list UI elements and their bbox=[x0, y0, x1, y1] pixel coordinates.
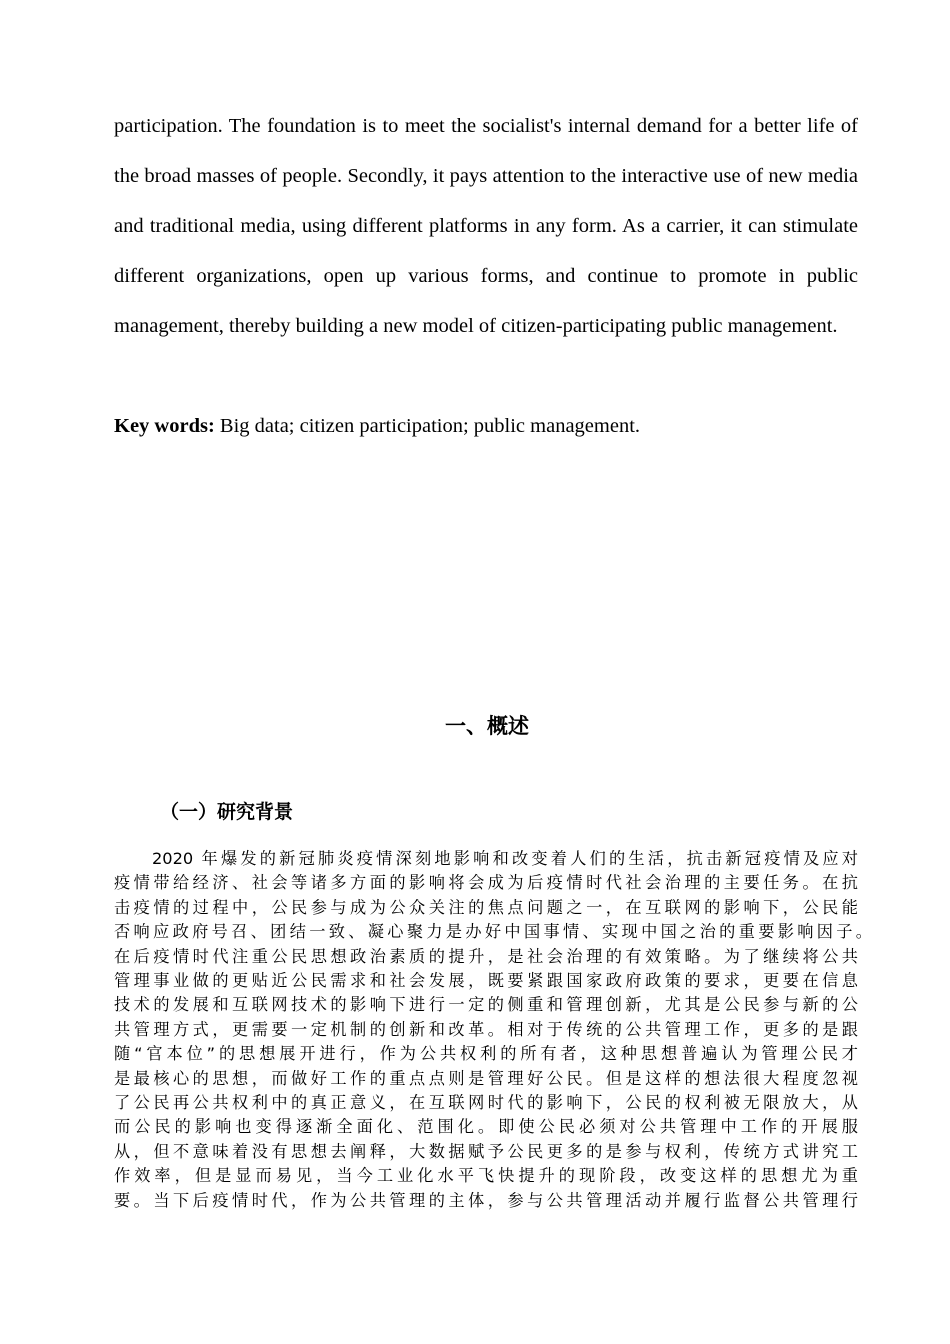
body-line: 是最核心的思想，而做好工作的重点点则是管理好公民。但是这样的想法很大程度忽视 bbox=[114, 1068, 858, 1088]
body-line: 击疫情的过程中，公民参与成为公众关注的焦点问题之一，在互联网的影响下，公民能 bbox=[114, 897, 858, 917]
body-line: 共管理方式，更需要一定机制的创新和改革。相对于传统的公共管理工作，更多的是跟 bbox=[114, 1019, 858, 1039]
keywords-line bbox=[114, 401, 858, 451]
body-line: 在后疫情时代注重公民思想政治素质的提升，是社会治理的有效策略。为了继续将公共 bbox=[114, 946, 858, 966]
body-line: 了公民再公共权利中的真正意义，在互联网时代的影响下，公民的权利被无限放大，从 bbox=[114, 1093, 858, 1113]
body-line: 否响应政府号召、团结一致、凝心聚力是办好中国事情、实现中国之治的重要影响因子。 bbox=[114, 922, 872, 942]
body-line: 管理事业做的更贴近公民需求和社会发展，既要紧跟国家政府政策的要求，更要在信息 bbox=[114, 971, 858, 991]
keywords-value: Big data; citizen participation; public management. bbox=[214, 415, 641, 437]
abstract-paragraph: participation. The foundation is to meet the socialist's internal demand for a better life of the broad masses of people. Secondly, it pays attention to the interactive use of new media and traditional media, using different platforms in any form. As a carrier, it can stimulate different organizations, open up various forms, and continue to promote in public management, thereby building a new model of citizen-participating public management. bbox=[114, 115, 858, 337]
body-line: 而公民的影响也变得逐渐全面化、范围化。即使公民必须对公共管理中工作的开展服 bbox=[114, 1117, 858, 1137]
body-line: 疫情带给经济、社会等诸多方面的影响将会成为后疫情时代社会治理的主要任务。在抗 bbox=[114, 873, 858, 893]
body-line: 技术的发展和互联网技术的影响下进行一定的侧重和管理创新，尤其是公民参与新的公 bbox=[114, 995, 858, 1015]
body-line: 2020 年爆发的新冠肺炎疫情深刻地影响和改变着人们的生活，抗击新冠疫情及应对 bbox=[152, 849, 858, 868]
body-line: 从，但不意味着没有思想去阐释，大数据赋予公民更多的是参与权利，传统方式讲究工 bbox=[114, 1141, 858, 1161]
section-heading: 一、概述 bbox=[445, 714, 529, 738]
body-line: 作效率，但是显而易见，当今工业化水平飞快提升的现阶段，改变这样的思想尤为重 bbox=[114, 1166, 858, 1186]
body-line: 要。当下后疫情时代，作为公共管理的主体，参与公共管理活动并履行监督公共管理行 bbox=[114, 1190, 858, 1210]
body-line: 随“官本位”的思想展开进行，作为公共权利的所有者，这种思想普遍认为管理公民才 bbox=[114, 1044, 858, 1064]
body-paragraph bbox=[114, 847, 872, 1213]
keywords-label: Key words: bbox=[114, 415, 215, 437]
subsection-heading: （一）研究背景 bbox=[160, 801, 294, 823]
